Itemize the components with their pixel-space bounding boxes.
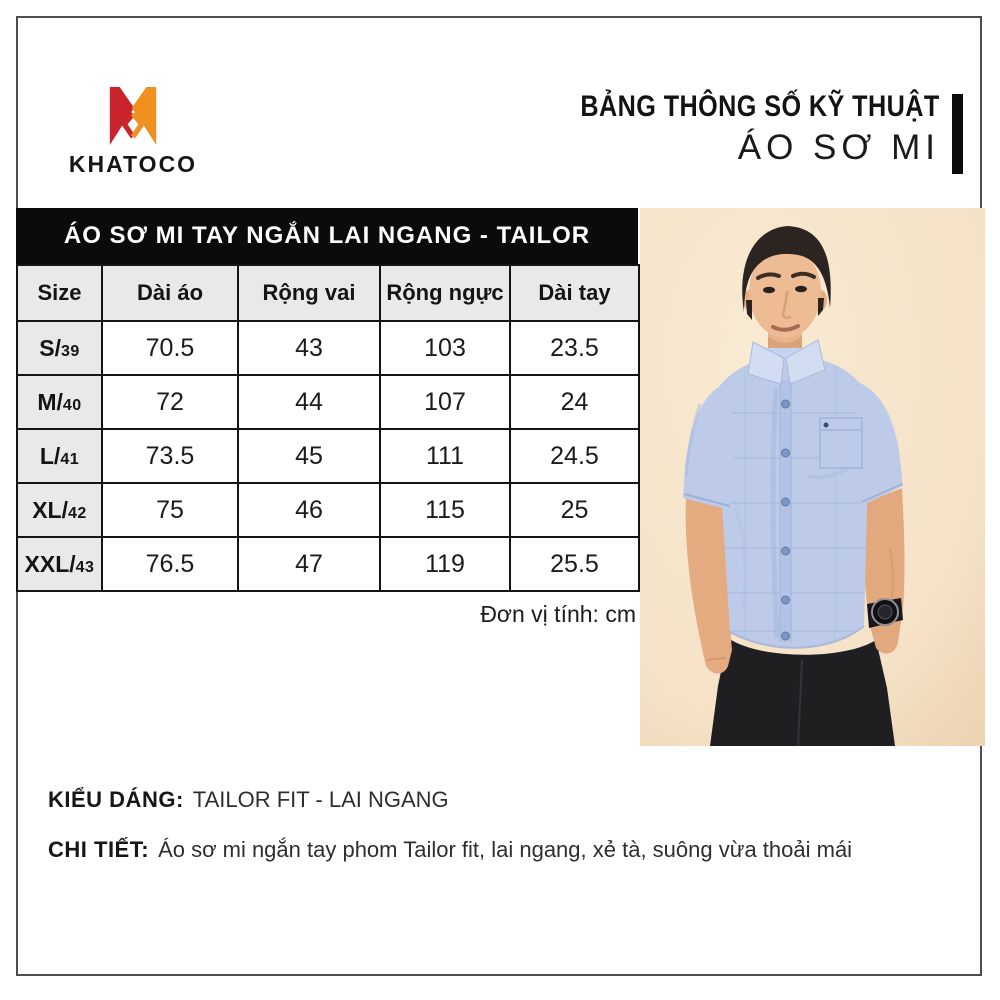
table-row — [17, 321, 639, 375]
table-row — [17, 375, 639, 429]
chest-pocket — [820, 418, 862, 468]
style-value: TAILOR FIT - LAI NGANG — [192, 787, 449, 812]
value-cell: 44 — [238, 375, 380, 429]
size-number: 40 — [62, 396, 82, 414]
table-row — [17, 483, 639, 537]
size-number: 43 — [75, 558, 95, 576]
value-cell: 43 — [238, 321, 380, 375]
brand-name: KHATOCO — [68, 151, 198, 177]
size-table-grid — [16, 264, 640, 592]
size-cell — [17, 321, 102, 375]
size-cell — [17, 429, 102, 483]
value-cell: 73.5 — [102, 429, 238, 483]
col-header-rong-nguc: Rộng ngực — [380, 265, 510, 321]
value-cell: 25 — [510, 483, 639, 537]
size-cell — [17, 537, 102, 591]
value-cell: 72 — [102, 375, 238, 429]
value-cell: 24.5 — [510, 429, 639, 483]
header — [512, 90, 940, 168]
style-row — [48, 787, 449, 813]
value-cell: 76.5 — [102, 537, 238, 591]
size-number: 42 — [67, 504, 87, 522]
header-divider-bar — [952, 94, 963, 174]
size-table — [16, 208, 638, 592]
size-number: 41 — [60, 450, 80, 468]
model-photo — [640, 208, 985, 746]
header-subtitle: ÁO SƠ MI — [737, 128, 940, 167]
model-photo-illustration — [640, 208, 985, 746]
size-letter: L/ — [39, 442, 61, 469]
header-title: BẢNG THÔNG SỐ KỸ THUẬT — [580, 90, 940, 123]
value-cell: 24 — [510, 375, 639, 429]
size-number: 39 — [60, 342, 80, 360]
size-letter: M/ — [37, 388, 63, 415]
col-header-dai-ao: Dài áo — [102, 265, 238, 321]
value-cell: 111 — [380, 429, 510, 483]
col-header-rong-vai: Rộng vai — [238, 265, 380, 321]
brand-logo — [68, 84, 198, 178]
value-cell: 47 — [238, 537, 380, 591]
col-header-dai-tay: Dài tay — [510, 265, 639, 321]
size-cell — [17, 375, 102, 429]
detail-value: Áo sơ mi ngắn tay phom Tailor fit, lai ngang, xẻ tà, suông vừa thoải mái — [158, 837, 853, 862]
value-cell: 46 — [238, 483, 380, 537]
value-cell: 70.5 — [102, 321, 238, 375]
size-letter: S/ — [39, 334, 61, 361]
table-row — [17, 429, 639, 483]
table-row — [17, 537, 639, 591]
table-header-row — [17, 265, 639, 321]
value-cell: 119 — [380, 537, 510, 591]
style-label: KIỂU DÁNG: — [48, 787, 184, 812]
detail-label: CHI TIẾT: — [48, 837, 150, 862]
col-header-size: Size — [17, 265, 102, 321]
size-cell — [17, 483, 102, 537]
unit-note: Đơn vị tính: cm — [480, 601, 636, 627]
value-cell: 107 — [380, 375, 510, 429]
khatoco-m-icon — [104, 84, 162, 148]
value-cell: 23.5 — [510, 321, 639, 375]
detail-row — [48, 837, 852, 863]
value-cell: 25.5 — [510, 537, 639, 591]
size-letter: XL/ — [32, 496, 68, 523]
size-table-title: ÁO SƠ MI TAY NGẮN LAI NGANG - TAILOR — [16, 208, 638, 264]
value-cell: 45 — [238, 429, 380, 483]
value-cell: 75 — [102, 483, 238, 537]
value-cell: 115 — [380, 483, 510, 537]
value-cell: 103 — [380, 321, 510, 375]
size-letter: XXL/ — [24, 550, 76, 577]
